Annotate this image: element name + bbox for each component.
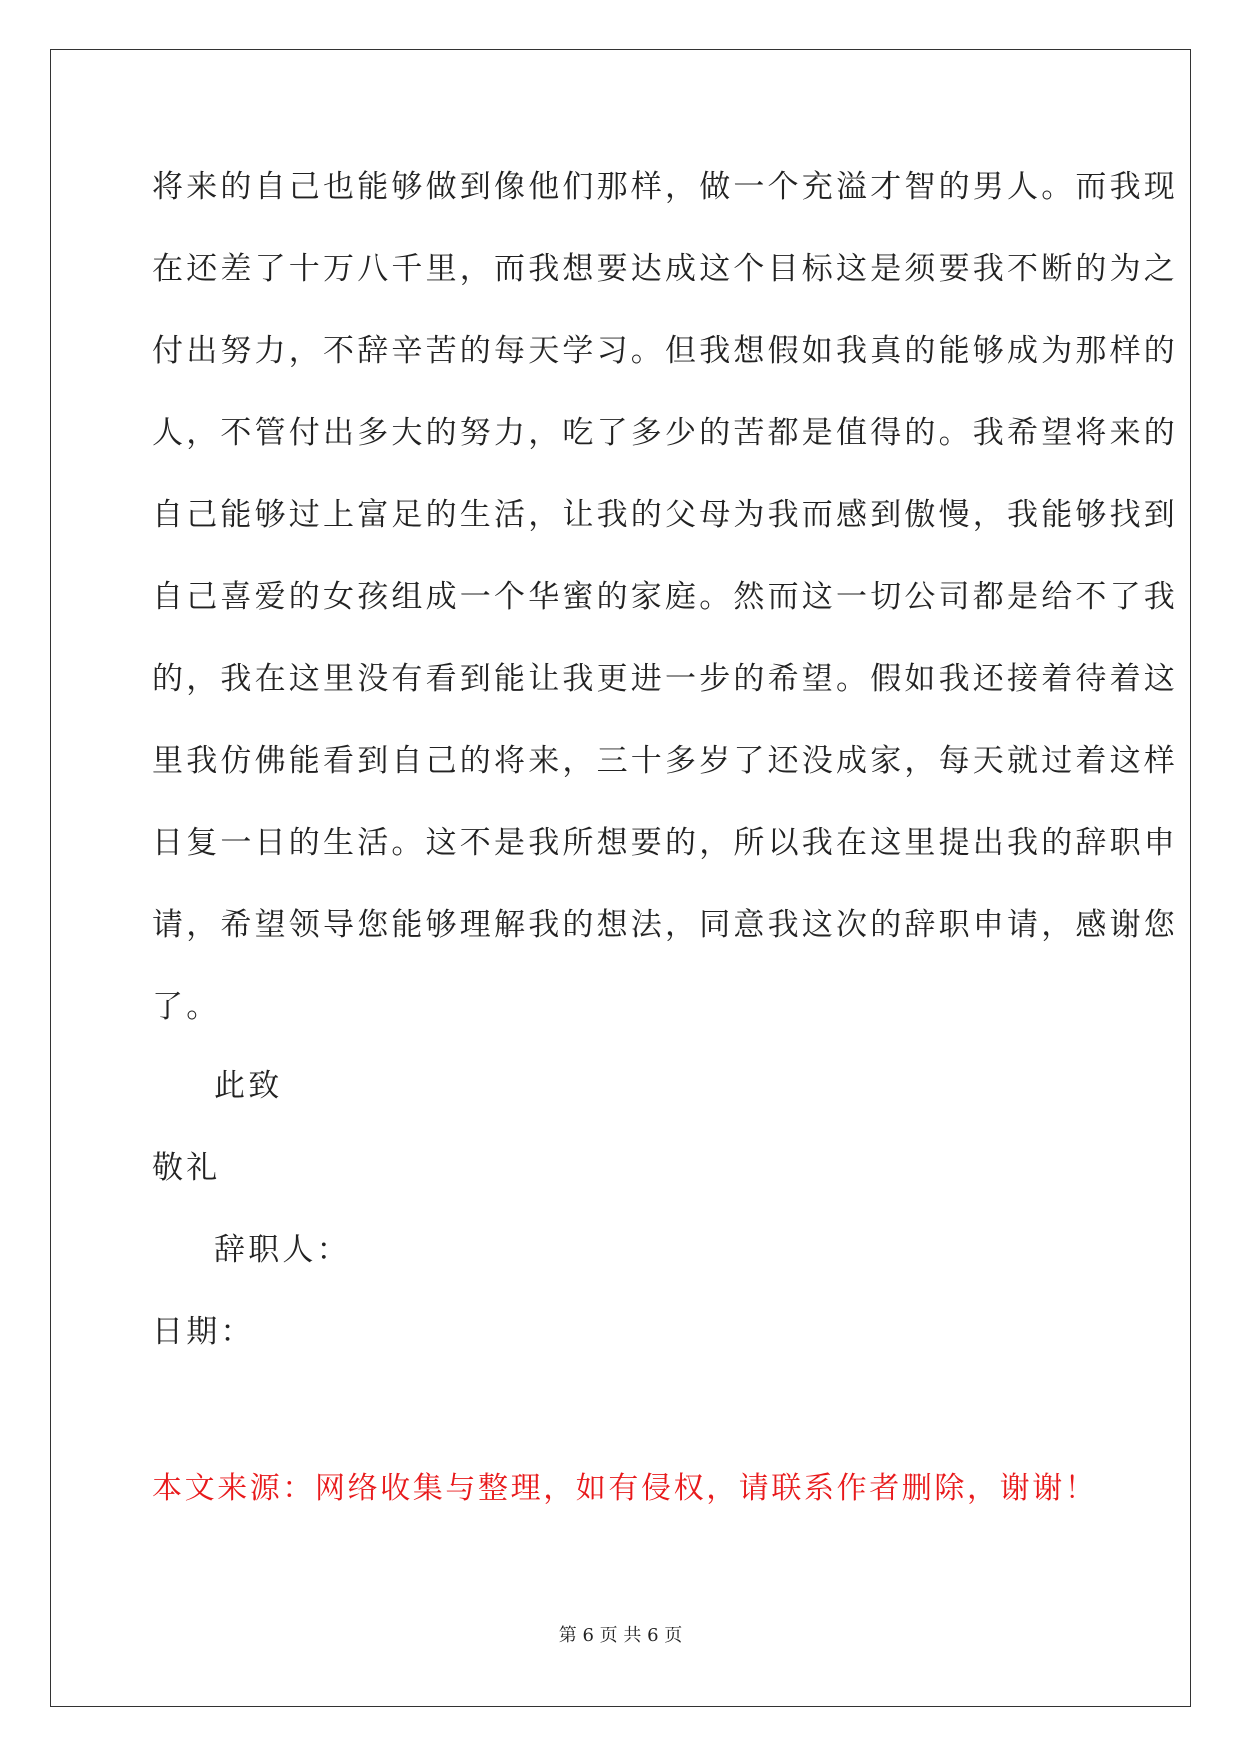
body-line: 付出努力，不辞辛苦的每天学习。但我想假如我真的能够成为那样的	[152, 333, 1178, 369]
body-line: 里我仿佛能看到自己的将来，三十多岁了还没成家，每天就过着这样	[152, 743, 1178, 779]
body-line: 自己喜爱的女孩组成一个华蜜的家庭。然而这一切公司都是给不了我	[152, 579, 1178, 615]
salutation-cizhi: 此致	[214, 1068, 283, 1104]
date-label: 日期：	[152, 1314, 255, 1350]
page-number-footer: 第 6 页 共 6 页	[558, 1625, 683, 1646]
resigner-label: 辞职人：	[214, 1232, 351, 1268]
body-line: 自己能够过上富足的生活，让我的父母为我而感到傲慢，我能够找到	[152, 497, 1178, 533]
source-disclaimer: 本文来源：网络收集与整理，如有侵权，请联系作者删除，谢谢！	[152, 1471, 1098, 1506]
body-line: 了。	[152, 989, 221, 1025]
body-line: 将来的自己也能够做到像他们那样，做一个充溢才智的男人。而我现	[152, 169, 1178, 205]
body-line: 在还差了十万八千里，而我想要达成这个目标这是须要我不断的为之	[152, 251, 1178, 287]
body-line: 人，不管付出多大的努力，吃了多少的苦都是值得的。我希望将来的	[152, 415, 1178, 451]
letter-body	[152, 165, 1178, 1067]
body-line: 日复一日的生活。这不是我所想要的，所以我在这里提出我的辞职申	[152, 825, 1178, 861]
body-line: 请，希望领导您能够理解我的想法，同意我这次的辞职申请，感谢您	[152, 907, 1178, 943]
salutation-jingli: 敬礼	[152, 1150, 221, 1186]
body-line: 的，我在这里没有看到能让我更进一步的希望。假如我还接着待着这	[152, 661, 1178, 697]
